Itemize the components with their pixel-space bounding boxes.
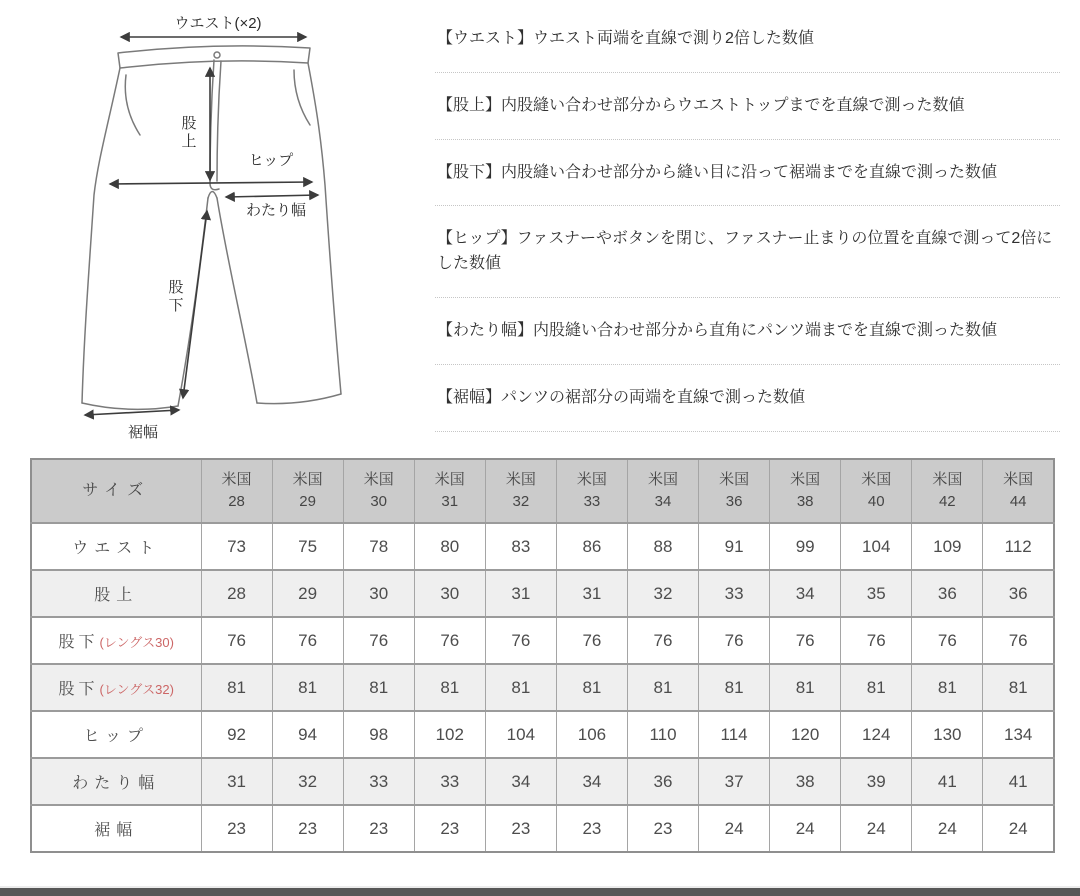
- size-chart-table: [30, 458, 1055, 853]
- value-cell: 31: [556, 570, 627, 617]
- value-cell: 81: [983, 664, 1054, 711]
- table-row: [31, 758, 1054, 805]
- size-corner-header: サイズ: [31, 459, 201, 523]
- value-cell: 99: [770, 523, 841, 570]
- value-cell: 24: [912, 805, 983, 852]
- hip-label: ヒップ: [248, 152, 294, 169]
- value-cell: 86: [556, 523, 627, 570]
- column-header-us-36: 米国 36: [699, 459, 770, 523]
- definition-waist: 【ウエスト】ウエスト両端を直線で測り2倍した数値: [435, 6, 1060, 73]
- value-cell: 76: [627, 617, 698, 664]
- thigh-width-label: わたり幅: [245, 202, 306, 219]
- value-cell: 75: [272, 523, 343, 570]
- column-header-us-40: 米国 40: [841, 459, 912, 523]
- value-cell: 41: [912, 758, 983, 805]
- value-cell: 112: [983, 523, 1054, 570]
- value-cell: 23: [414, 805, 485, 852]
- value-cell: 81: [343, 664, 414, 711]
- value-cell: 39: [841, 758, 912, 805]
- row-label: ウエスト: [31, 523, 201, 570]
- value-cell: 24: [841, 805, 912, 852]
- value-cell: 76: [201, 617, 272, 664]
- value-cell: 34: [485, 758, 556, 805]
- column-header-us-28: 米国 28: [201, 459, 272, 523]
- value-cell: 76: [699, 617, 770, 664]
- inseam-label: 股下: [166, 279, 184, 315]
- value-cell: 33: [699, 570, 770, 617]
- value-cell: 110: [627, 711, 698, 758]
- value-cell: 81: [770, 664, 841, 711]
- value-cell: 37: [699, 758, 770, 805]
- row-label-length-note: (レングス32): [99, 682, 174, 697]
- column-header-us-29: 米国 29: [272, 459, 343, 523]
- value-cell: 30: [343, 570, 414, 617]
- value-cell: 23: [201, 805, 272, 852]
- value-cell: 106: [556, 711, 627, 758]
- value-cell: 34: [556, 758, 627, 805]
- row-label: 股下(レングス30): [31, 617, 201, 664]
- value-cell: 23: [485, 805, 556, 852]
- header-row: [31, 459, 1054, 523]
- row-label: 股下(レングス32): [31, 664, 201, 711]
- value-cell: 91: [699, 523, 770, 570]
- definition-inseam: 【股下】内股縫い合わせ部分から縫い目に沿って裾端までを直線で測った数値: [435, 140, 1060, 207]
- thigh-width-arrow: [226, 195, 318, 197]
- value-cell: 83: [485, 523, 556, 570]
- column-header-us-31: 米国 31: [414, 459, 485, 523]
- value-cell: 41: [983, 758, 1054, 805]
- value-cell: 36: [912, 570, 983, 617]
- value-cell: 114: [699, 711, 770, 758]
- column-header-us-44: 米国 44: [983, 459, 1054, 523]
- rise-label: 股上: [179, 115, 197, 151]
- waist-label: ウエスト(×2): [174, 15, 262, 32]
- value-cell: 81: [627, 664, 698, 711]
- value-cell: 31: [485, 570, 556, 617]
- pants-outline-drawing: [80, 15, 435, 450]
- hem-width-label: 裾幅: [127, 424, 158, 441]
- value-cell: 24: [699, 805, 770, 852]
- pants-measurement-diagram: [80, 15, 435, 450]
- measurement-definitions: [435, 6, 1060, 432]
- definition-hip: 【ヒップ】ファスナーやボタンを閉じ、ファスナー止まりの位置を直線で測って2倍にした数値: [435, 206, 1060, 298]
- value-cell: 88: [627, 523, 698, 570]
- value-cell: 76: [912, 617, 983, 664]
- column-header-us-42: 米国 42: [912, 459, 983, 523]
- value-cell: 81: [272, 664, 343, 711]
- value-cell: 30: [414, 570, 485, 617]
- value-cell: 76: [343, 617, 414, 664]
- value-cell: 104: [841, 523, 912, 570]
- value-cell: 81: [485, 664, 556, 711]
- value-cell: 35: [841, 570, 912, 617]
- value-cell: 76: [556, 617, 627, 664]
- row-label: わたり幅: [31, 758, 201, 805]
- value-cell: 73: [201, 523, 272, 570]
- row-label: 裾幅: [31, 805, 201, 852]
- value-cell: 78: [343, 523, 414, 570]
- hem-width-arrow: [85, 410, 179, 415]
- value-cell: 29: [272, 570, 343, 617]
- value-cell: 28: [201, 570, 272, 617]
- definition-rise: 【股上】内股縫い合わせ部分からウエストトップまでを直線で測った数値: [435, 73, 1060, 140]
- value-cell: 32: [272, 758, 343, 805]
- column-header-us-32: 米国 32: [485, 459, 556, 523]
- value-cell: 81: [556, 664, 627, 711]
- value-cell: 76: [414, 617, 485, 664]
- value-cell: 33: [343, 758, 414, 805]
- bottom-edge-bar: [0, 888, 1080, 896]
- value-cell: 104: [485, 711, 556, 758]
- column-header-us-38: 米国 38: [770, 459, 841, 523]
- value-cell: 36: [983, 570, 1054, 617]
- value-cell: 81: [912, 664, 983, 711]
- value-cell: 38: [770, 758, 841, 805]
- column-header-us-33: 米国 33: [556, 459, 627, 523]
- table-row: [31, 711, 1054, 758]
- value-cell: 98: [343, 711, 414, 758]
- table-row: [31, 570, 1054, 617]
- value-cell: 32: [627, 570, 698, 617]
- value-cell: 23: [272, 805, 343, 852]
- definition-hem-width: 【裾幅】パンツの裾部分の両端を直線で測った数値: [435, 365, 1060, 432]
- value-cell: 102: [414, 711, 485, 758]
- definition-thigh-width: 【わたり幅】内股縫い合わせ部分から直角にパンツ端までを直線で測った数値: [435, 298, 1060, 365]
- value-cell: 36: [627, 758, 698, 805]
- value-cell: 81: [414, 664, 485, 711]
- value-cell: 130: [912, 711, 983, 758]
- value-cell: 134: [983, 711, 1054, 758]
- value-cell: 23: [556, 805, 627, 852]
- row-label-length-note: (レングス30): [99, 635, 174, 650]
- value-cell: 33: [414, 758, 485, 805]
- inseam-arrow: [183, 211, 207, 398]
- value-cell: 120: [770, 711, 841, 758]
- table-row: [31, 523, 1054, 570]
- value-cell: 23: [343, 805, 414, 852]
- value-cell: 81: [841, 664, 912, 711]
- hip-arrow: [110, 182, 312, 184]
- table-row: [31, 805, 1054, 852]
- value-cell: 31: [201, 758, 272, 805]
- value-cell: 80: [414, 523, 485, 570]
- table-body: [31, 523, 1054, 852]
- table-row: [31, 664, 1054, 711]
- value-cell: 24: [983, 805, 1054, 852]
- value-cell: 92: [201, 711, 272, 758]
- value-cell: 23: [627, 805, 698, 852]
- row-label: ヒップ: [31, 711, 201, 758]
- value-cell: 76: [485, 617, 556, 664]
- value-cell: 76: [272, 617, 343, 664]
- value-cell: 94: [272, 711, 343, 758]
- value-cell: 109: [912, 523, 983, 570]
- value-cell: 24: [770, 805, 841, 852]
- column-header-us-30: 米国 30: [343, 459, 414, 523]
- value-cell: 81: [699, 664, 770, 711]
- value-cell: 76: [841, 617, 912, 664]
- value-cell: 34: [770, 570, 841, 617]
- column-header-us-34: 米国 34: [627, 459, 698, 523]
- table-head: [31, 459, 1054, 523]
- value-cell: 76: [770, 617, 841, 664]
- value-cell: 124: [841, 711, 912, 758]
- table-row: [31, 617, 1054, 664]
- row-label: 股上: [31, 570, 201, 617]
- value-cell: 76: [983, 617, 1054, 664]
- value-cell: 81: [201, 664, 272, 711]
